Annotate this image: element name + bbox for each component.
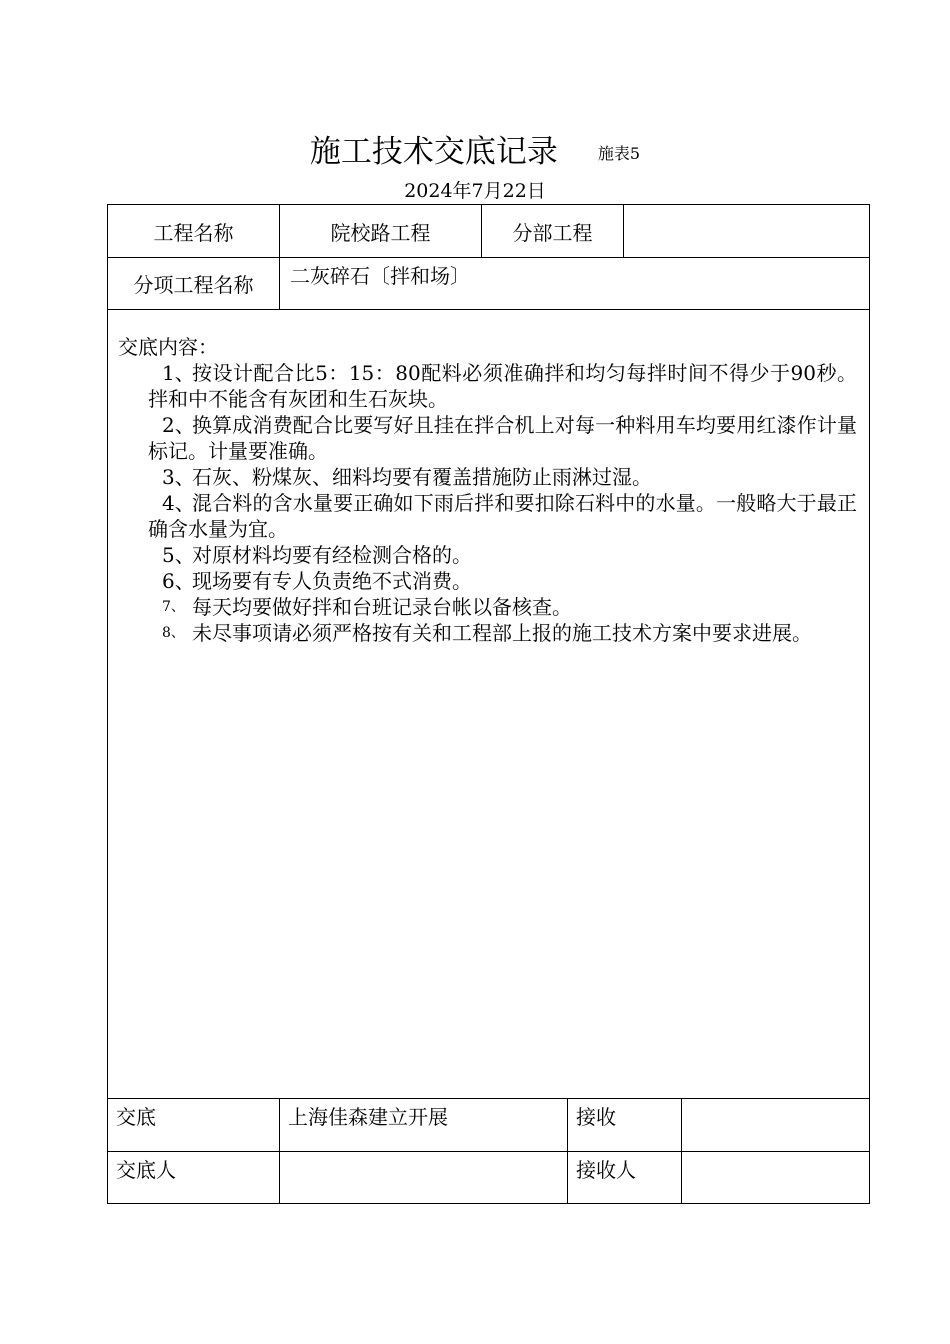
sub-project-label: 分部工程 <box>482 205 624 258</box>
list-item: 2、 换算成消费配合比要写好且挂在拌合机上对每一种料用车均要用红漆作计量标记。计量要准确。 <box>148 413 857 463</box>
project-name-label: 工程名称 <box>108 205 280 258</box>
list-item: 7、 每天均要做好拌和台班记录台帐以备核查。 <box>162 595 572 619</box>
handover-label: 交底 <box>108 1099 280 1152</box>
list-item: 1、 按设计配合比5：15：80配料必须准确拌和均匀每拌时间不得少于90秒。拌和中不能含有灰团和生石灰块。 <box>148 361 857 411</box>
form-number: 施表5 <box>597 143 641 163</box>
receive-value <box>682 1099 870 1152</box>
page-title <box>0 130 950 176</box>
list-item: 8、 未尽事项请必须严格按有关和工程部上报的施工技术方案中要求进展。 <box>162 621 812 645</box>
signature-table <box>107 1098 870 1204</box>
project-name-value: 院校路工程 <box>280 205 482 258</box>
list-item: 5、 对原材料均要有经检测合格的。 <box>162 543 472 567</box>
item-name-label: 分项工程名称 <box>108 258 280 310</box>
content-heading: 交底内容： <box>118 335 218 359</box>
briefing-content <box>108 310 870 1099</box>
document-date: 2024年7月22日 <box>404 180 546 202</box>
list-item: 6、 现场要有专人负责绝不式消费。 <box>162 569 472 593</box>
document-title: 施工技术交底记录 <box>309 134 558 170</box>
handover-value: 上海佳森建立开展 <box>280 1099 568 1152</box>
list-item: 4、 混合料的含水量要正确如下雨后拌和要扣除石料中的水量。一般略大于最正确含水量为宜。 <box>148 491 857 541</box>
briefing-list <box>118 360 859 646</box>
list-item: 3、 石灰、粉煤灰、细料均要有覆盖措施防止雨淋过湿。 <box>162 465 652 489</box>
handover-person-value <box>280 1152 568 1204</box>
handover-person-label: 交底人 <box>108 1152 280 1204</box>
info-table <box>107 204 870 1099</box>
item-name-value: 二灰碎石〔拌和场〕 <box>280 258 870 310</box>
receive-label: 接收 <box>568 1099 682 1152</box>
receiver-value <box>682 1152 870 1204</box>
sub-project-value <box>624 205 870 258</box>
receiver-label: 接收人 <box>568 1152 682 1204</box>
